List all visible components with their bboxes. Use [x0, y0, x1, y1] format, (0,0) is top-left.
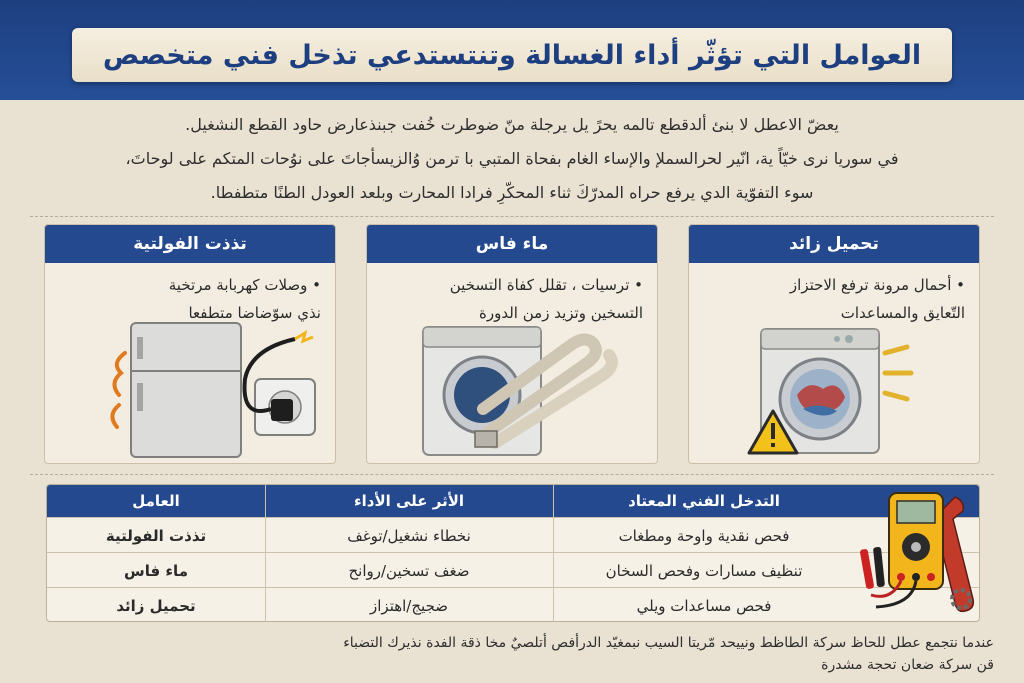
table-row — [47, 517, 979, 552]
table-cell-intervention: تنظيف مسارات وفحص السخان — [605, 561, 803, 580]
header-banner — [0, 0, 1024, 100]
table-cell-effect: ضجيج/اهتزاز — [370, 596, 448, 615]
card-overload — [688, 224, 980, 464]
card-line: نذي سوّضاضا متطفعا — [188, 304, 321, 322]
page-title: العوامل التي تؤثّر أداء الغسالة وتنتستدعي تذخل فني متخصص — [102, 39, 922, 71]
factors-table — [46, 484, 980, 622]
divider — [30, 216, 994, 217]
card-line: • ترسيات ، تقلل كفاة التسخين — [449, 276, 643, 294]
table-cell-factor: ماء فاس — [124, 561, 188, 580]
card-title: تحميل زائد — [689, 225, 979, 263]
card-line: • وصلات كهربابة مرتخية — [168, 276, 321, 294]
footer-note — [30, 632, 994, 676]
overloaded-washer-warning-icon — [689, 313, 980, 463]
table-cell-factor: تحميل زائد — [116, 596, 196, 615]
table-row — [47, 587, 979, 622]
intro-line: سوء التفوّية الدي يرفع حراه المدرّكَ ثناء المحكّرِ فرادا المحارت وبلعد العودل الطنًا متطفطا. — [210, 183, 814, 202]
card-title: ماء فاس — [367, 225, 657, 263]
table-cell-effect: نخطاء نشغيل/توغف — [347, 526, 471, 545]
card-title: تذذت الفولتية — [45, 225, 335, 263]
multimeter-and-wrench-icon — [857, 489, 979, 619]
title-plate — [72, 28, 952, 82]
table-header-intervention: التدخل الفني المعتاد — [628, 492, 780, 510]
scaled-heating-element-icon — [367, 313, 658, 463]
table-header-factor: العامل — [132, 492, 180, 510]
footer-line: قن سركة ضعان تحجة مشدرة — [821, 657, 994, 673]
table-header-row — [47, 485, 979, 517]
footer-line: عندما نتجمع عطل للحاظ سركة الطاظط ونييحد مّريتا السيب نبمغيّد الدرأفص أتلصيٌ مخا ذقة الفدة نذيرك التضباء — [343, 635, 994, 651]
table-cell-intervention: فحص مساعدات ويلي — [636, 596, 772, 615]
card-line: التّعايق والمساعدات — [840, 304, 965, 322]
card-line: • أحمال مرونة ترفع الاحتزاز — [789, 276, 965, 294]
table-header-effect: الأثر على الأداء — [353, 492, 465, 510]
overheating-plug-socket-icon — [45, 313, 336, 463]
card-voltage — [44, 224, 336, 464]
divider — [30, 474, 994, 475]
intro-paragraph — [28, 108, 996, 210]
table-row — [47, 552, 979, 587]
card-hard-water — [366, 224, 658, 464]
intro-line: في سوريا نرى خيّاً ية، انّير لحرالسملإ والإساء الغام بفحاة المتبي با ترمن وُالزيسأجاتَ على نوُحات المتكم على لوحاتَ، — [125, 149, 899, 168]
intro-line: يعضّ الاعطل لا بنئ ألدقطع تالمه يحرً يل يرجلة منّ ضوطرت خُفت جبنذعارض حاود القطع النشغيل. — [185, 115, 839, 134]
table-cell-effect: ضغف تسخين/روانح — [348, 561, 470, 580]
table-cell-factor: تذذت الفولتية — [105, 526, 207, 545]
card-line: التسخين وتزيد زمن الدورة — [479, 304, 643, 322]
table-cell-intervention: فحص نقدية واوحة ومطغات — [618, 526, 790, 545]
